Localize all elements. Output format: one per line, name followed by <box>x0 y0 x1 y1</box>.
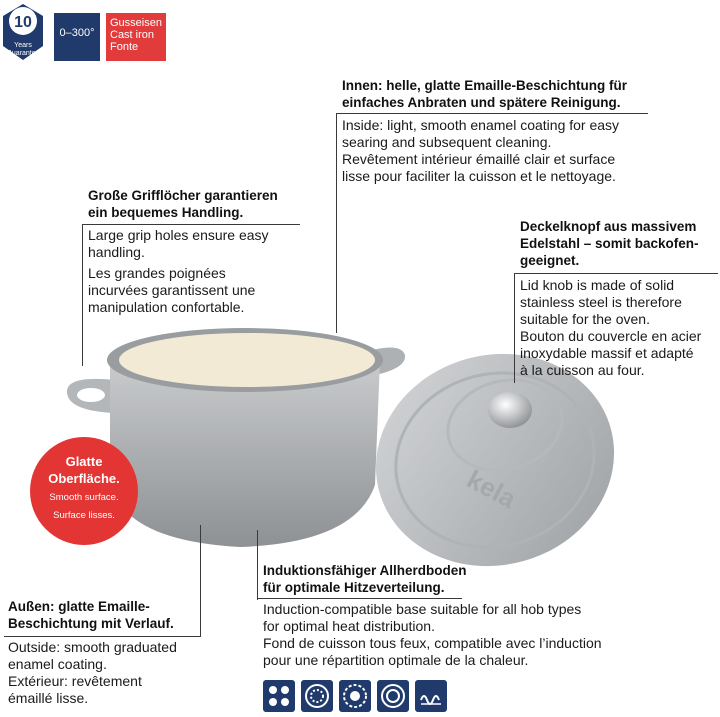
interior-title-rule <box>336 113 648 114</box>
knob-en-line2: stainless steel is therefore <box>520 294 682 310</box>
material-line2: Cast iron <box>110 29 155 41</box>
interior-en-line2: searing and subsequent cleaning. <box>342 134 552 150</box>
guarantee-badge <box>0 2 46 62</box>
smooth-surface-badge <box>30 437 138 545</box>
base-fr-line2: pour une répartition optimale de la chaleur. <box>263 652 529 668</box>
base-block <box>263 562 703 596</box>
base-text <box>263 601 713 669</box>
interior-title-line1: Innen: helle, glatte Emaille-Beschichtung für <box>342 78 628 93</box>
electric-hob-icon <box>339 680 371 712</box>
interior-block <box>342 77 712 111</box>
knob-block <box>520 218 716 269</box>
exterior-title-line1: Außen: glatte Emaille- <box>8 599 150 614</box>
exterior-fr-line1: Extérieur: revêtement <box>8 673 142 689</box>
handles-text <box>88 227 328 316</box>
guarantee-badge-icon <box>0 2 46 62</box>
handles-en-line1: Large grip holes ensure easy <box>88 227 269 243</box>
knob-title-rule <box>514 273 718 274</box>
surface-fr: Surface lisses. <box>53 510 115 521</box>
material-line3: Fonte <box>110 41 139 53</box>
guarantee-line1: Years <box>14 42 32 49</box>
material-line1: Gusseisen <box>110 17 162 29</box>
handles-title-line1: Große Grifflöcher garantieren <box>88 188 278 203</box>
interior-fr-line2: lisse pour faciliter la cuisson et le nettoyage. <box>342 168 616 184</box>
lid-brand-text: kela <box>462 463 521 515</box>
surface-title-line1: Glatte <box>65 454 103 469</box>
interior-text <box>342 117 712 185</box>
handles-fr-line1: Les grandes poignées <box>88 265 226 281</box>
guarantee-line2: Guarantee <box>6 50 40 57</box>
knob-title-line3: geeignet. <box>520 253 580 268</box>
handles-en-line2: handling. <box>88 244 145 260</box>
interior-title-line2: einfaches Anbraten und spätere Reinigung. <box>342 95 621 110</box>
knob-en-line1: Lid knob is made of solid <box>520 277 675 293</box>
knob-title-line2: Edelstahl – somit backofen- <box>520 236 699 251</box>
interior-pointer-line <box>336 113 337 333</box>
exterior-text <box>8 639 208 707</box>
exterior-fr-line2: émaillé lisse. <box>8 690 89 706</box>
exterior-en-line2: enamel coating. <box>8 656 107 672</box>
temperature-label: 0–300° <box>59 27 95 39</box>
guarantee-number: 10 <box>14 14 32 31</box>
radiant-hob-icon <box>301 680 333 712</box>
handles-title-line2: ein bequemes Handling. <box>88 205 244 220</box>
exterior-title-line2: Beschichtung mit Verlauf. <box>8 616 174 631</box>
material-badge <box>106 13 166 61</box>
base-title-line1: Induktionsfähiger Allherdboden <box>263 563 467 578</box>
knob-text <box>520 277 716 379</box>
handles-block <box>88 187 328 221</box>
knob-pointer-line <box>514 273 515 383</box>
interior-fr-line1: Revêtement intérieur émaillé clair et surface <box>342 151 616 167</box>
base-en-line1: Induction-compatible base suitable for all hob types <box>263 601 582 617</box>
gas-hob-icon <box>263 680 295 712</box>
ceramic-hob-icon <box>377 680 409 712</box>
exterior-block <box>8 598 208 632</box>
base-en-line2: for optimal heat distribution. <box>263 618 435 634</box>
temperature-badge <box>54 13 100 61</box>
exterior-en-line1: Outside: smooth graduated <box>8 639 177 655</box>
knob-fr-line1: Bouton du couvercle en acier <box>520 328 702 344</box>
knob-fr-line2: inoxydable massif et adapté <box>520 345 694 361</box>
surface-title-line2: Oberfläche. <box>48 471 120 486</box>
handles-title-rule <box>82 224 300 225</box>
knob-en-line3: suitable for the oven. <box>520 311 650 327</box>
exterior-title-rule <box>4 636 201 637</box>
left-handle-hole <box>77 388 105 402</box>
knob-title-line1: Deckelknopf aus massivem <box>520 219 697 234</box>
handles-fr-line3: manipulation confortable. <box>88 299 245 315</box>
base-pointer-line <box>257 530 258 600</box>
base-fr-line1: Fond de cuisson tous feux, compatible avec l’induction <box>263 635 602 651</box>
base-title-rule <box>257 598 462 599</box>
knob-fr-line3: à la cuisson au four. <box>520 362 645 378</box>
lid-knob <box>488 392 532 428</box>
pot-interior <box>119 333 375 387</box>
surface-en: Smooth surface. <box>49 492 119 503</box>
base-title-line2: für optimale Hitzeverteilung. <box>263 580 445 595</box>
induction-hob-icon <box>415 680 447 712</box>
handles-fr-line2: incurvées garantissent une <box>88 282 256 298</box>
interior-en-line1: Inside: light, smooth enamel coating for easy <box>342 117 620 133</box>
handles-pointer-line <box>82 224 83 366</box>
